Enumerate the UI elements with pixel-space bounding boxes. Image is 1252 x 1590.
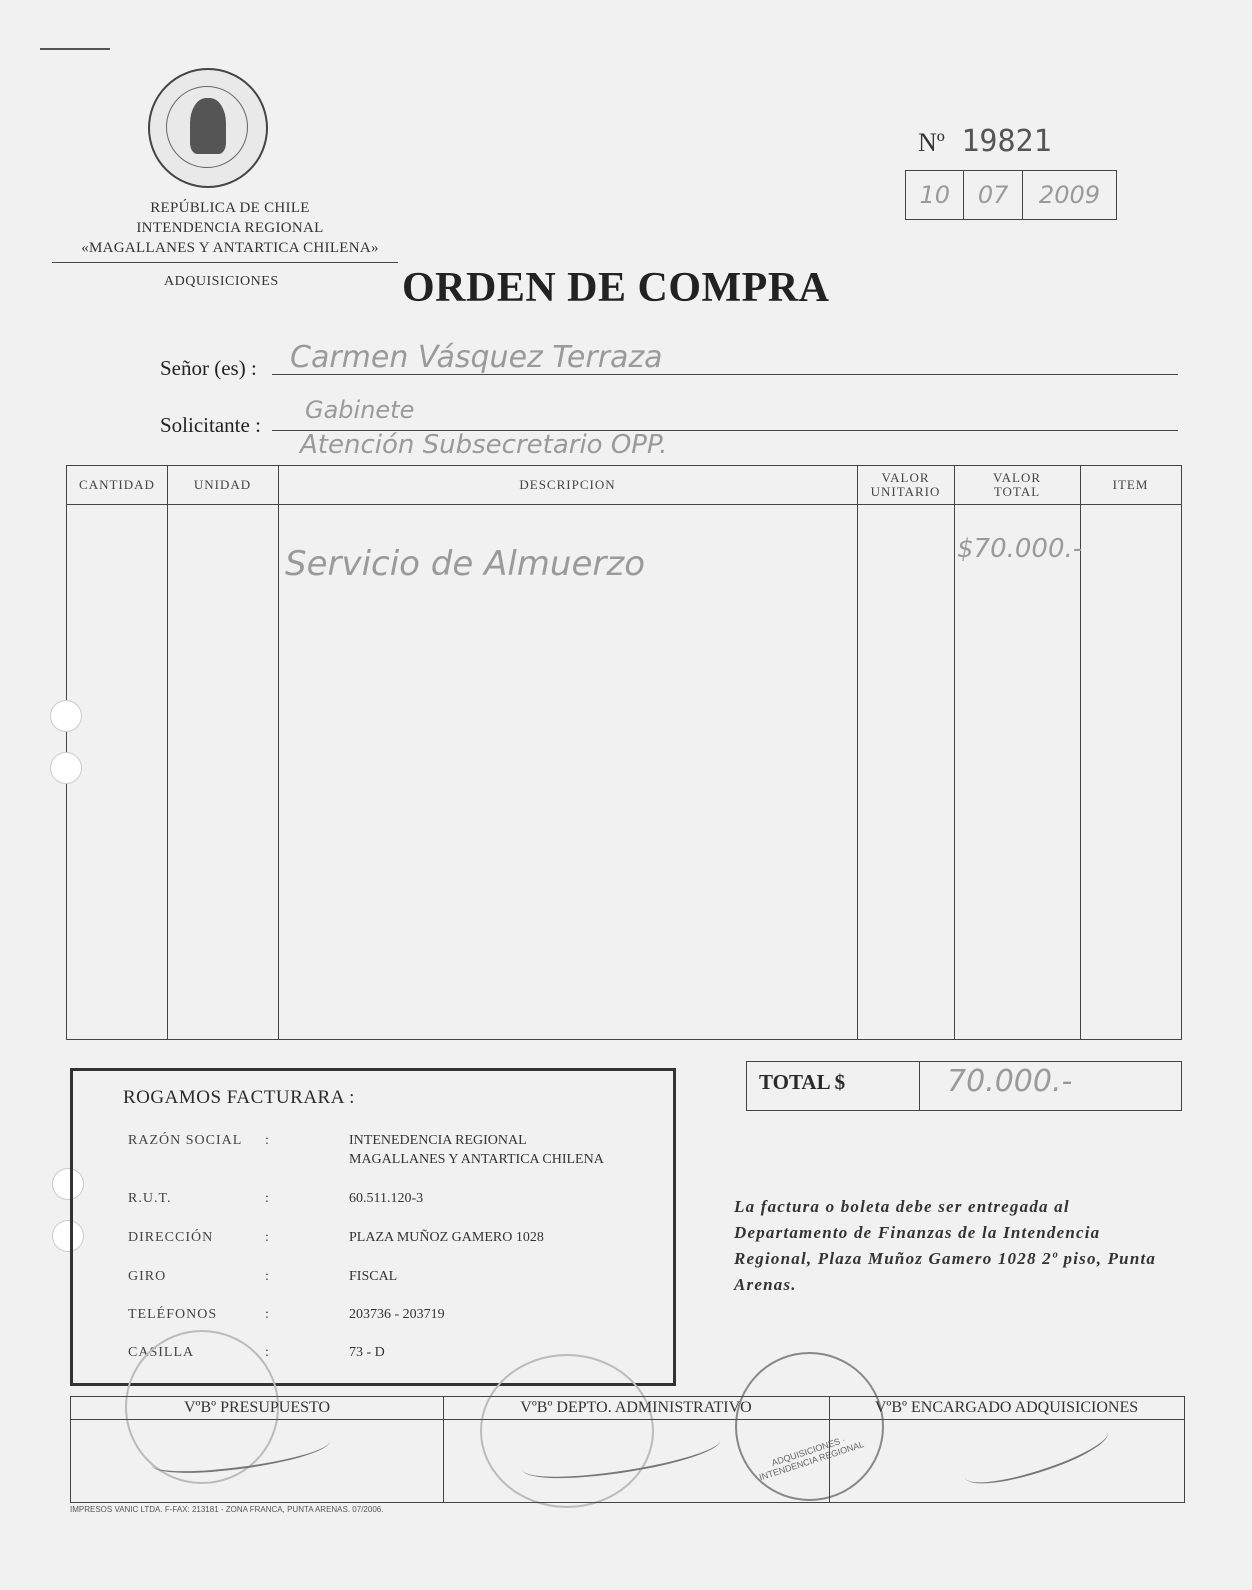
billing-value-rut: 60.511.120-3 xyxy=(349,1191,424,1206)
header-valor-unitario-line2: UNITARIO xyxy=(870,484,941,499)
header-valor-unitario xyxy=(857,466,954,504)
gov-line-1: REPÚBLICA DE CHILE xyxy=(150,200,310,216)
header-valor-unitario-line1: VALOR xyxy=(881,470,930,485)
top-mark-line xyxy=(40,48,110,50)
total-value: 70.000.- xyxy=(947,1064,1073,1099)
billing-colon: : xyxy=(265,1230,269,1245)
signature-depto xyxy=(519,1420,722,1490)
header-unidad: UNIDAD xyxy=(193,477,252,492)
signature-encargado xyxy=(959,1412,1112,1497)
approvals-box xyxy=(70,1396,1185,1503)
table-header-rule xyxy=(67,504,1181,505)
signature-presupuesto xyxy=(150,1428,332,1479)
header-valor-total-line1: VALOR xyxy=(992,470,1042,485)
date-month: 07 xyxy=(964,171,1022,219)
billing-title: ROGAMOS FACTURARA : xyxy=(123,1087,355,1108)
billing-label-telefonos: TELÉFONOS xyxy=(128,1307,218,1322)
senor-line xyxy=(272,374,1178,375)
billing-label-direccion: DIRECCIÓN xyxy=(128,1230,214,1245)
order-number xyxy=(918,124,1052,159)
order-date xyxy=(905,170,1117,220)
gov-line-3: «MAGALLANES Y ANTARTICA CHILENA» xyxy=(81,240,379,256)
table-col-divider xyxy=(954,466,955,1039)
billing-value-giro: FISCAL xyxy=(349,1269,398,1284)
approval-presupuesto-label: VºBº PRESUPUESTO xyxy=(183,1399,331,1416)
table-col-divider xyxy=(278,466,279,1039)
approval-depto-label: VºBº DEPTO. ADMINISTRATIVO xyxy=(520,1399,752,1416)
order-number-label: Nº xyxy=(918,128,945,157)
total-divider xyxy=(919,1062,920,1110)
table-row-valor-total: $70.000.- xyxy=(957,534,1083,564)
table-row-descripcion: Servicio de Almuerzo xyxy=(285,544,646,584)
adquisiciones-stamp-text: ADQUISICIONES · INTENDENCIA REGIONAL xyxy=(757,1434,866,1483)
header-item: ITEM xyxy=(1112,477,1149,492)
binder-hole xyxy=(50,700,82,732)
solicitante-value-2: Atención Subsecretario OPP. xyxy=(300,430,668,460)
table-col-divider xyxy=(857,466,858,1039)
total-label: TOTAL $ xyxy=(759,1070,846,1094)
header-valor-total-line2: TOTAL xyxy=(993,484,1041,499)
billing-label-casilla: CASILLA xyxy=(128,1345,195,1360)
billing-value-razon-social-line1: INTENEDENCIA REGIONAL xyxy=(349,1133,527,1148)
order-number-value: 19821 xyxy=(961,124,1052,159)
header-valor-total xyxy=(954,466,1080,504)
department-label: ADQUISICIONES xyxy=(164,274,279,289)
gov-line-2: INTENDENCIA REGIONAL xyxy=(136,220,324,236)
senor-label: Señor (es) : xyxy=(160,356,257,380)
billing-colon: : xyxy=(265,1345,269,1360)
government-header xyxy=(60,198,400,258)
billing-value-casilla: 73 - D xyxy=(349,1345,385,1360)
date-year: 2009 xyxy=(1038,181,1100,209)
printer-footer: IMPRESOS VANIC LTDA. F-FAX: 213181 - ZONA FRANCA, PUNTA ARENAS. 07/2006. xyxy=(70,1505,384,1514)
billing-value-razon-social-line2: MAGALLANES Y ANTARTICA CHILENA xyxy=(349,1152,604,1167)
header-cantidad: CANTIDAD xyxy=(79,477,155,492)
invoice-delivery-note: La factura o boleta debe ser entregada al Departamento de Finanzas de la Intendencia Regional, Plaza Muñoz Gamero 1028 2º piso, Punta Arenas. xyxy=(734,1197,1157,1294)
total-box xyxy=(746,1061,1182,1111)
approval-encargado-label: VºBº ENCARGADO ADQUISICIONES xyxy=(874,1399,1139,1416)
items-table xyxy=(66,465,1182,1040)
regional-seal-logo xyxy=(148,68,268,188)
document-title: ORDEN DE COMPRA xyxy=(402,265,830,311)
binder-hole xyxy=(50,752,82,784)
header-descripcion: DESCRIPCION xyxy=(519,477,616,492)
solicitante-label: Solicitante : xyxy=(160,413,261,437)
header-rule xyxy=(52,262,398,263)
billing-value-direccion: PLAZA MUÑOZ GAMERO 1028 xyxy=(349,1230,544,1245)
billing-label-giro: GIRO xyxy=(128,1269,167,1284)
billing-colon: : xyxy=(265,1307,269,1322)
billing-label-razon-social: RAZÓN SOCIAL xyxy=(128,1133,243,1148)
solicitante-value-1: Gabinete xyxy=(305,396,415,424)
billing-colon: : xyxy=(265,1191,269,1206)
billing-colon: : xyxy=(265,1133,269,1148)
senor-value: Carmen Vásquez Terraza xyxy=(290,340,663,375)
approvals-header-rule xyxy=(71,1419,1184,1420)
billing-colon: : xyxy=(265,1269,269,1284)
billing-value-razon-social xyxy=(349,1131,604,1169)
billing-value-telefonos: 203736 - 203719 xyxy=(349,1307,445,1322)
date-day: 10 xyxy=(906,171,964,219)
seal-figure-icon xyxy=(190,98,226,154)
table-col-divider xyxy=(167,466,168,1039)
billing-box xyxy=(70,1068,676,1386)
billing-label-rut: R.U.T. xyxy=(128,1191,172,1206)
